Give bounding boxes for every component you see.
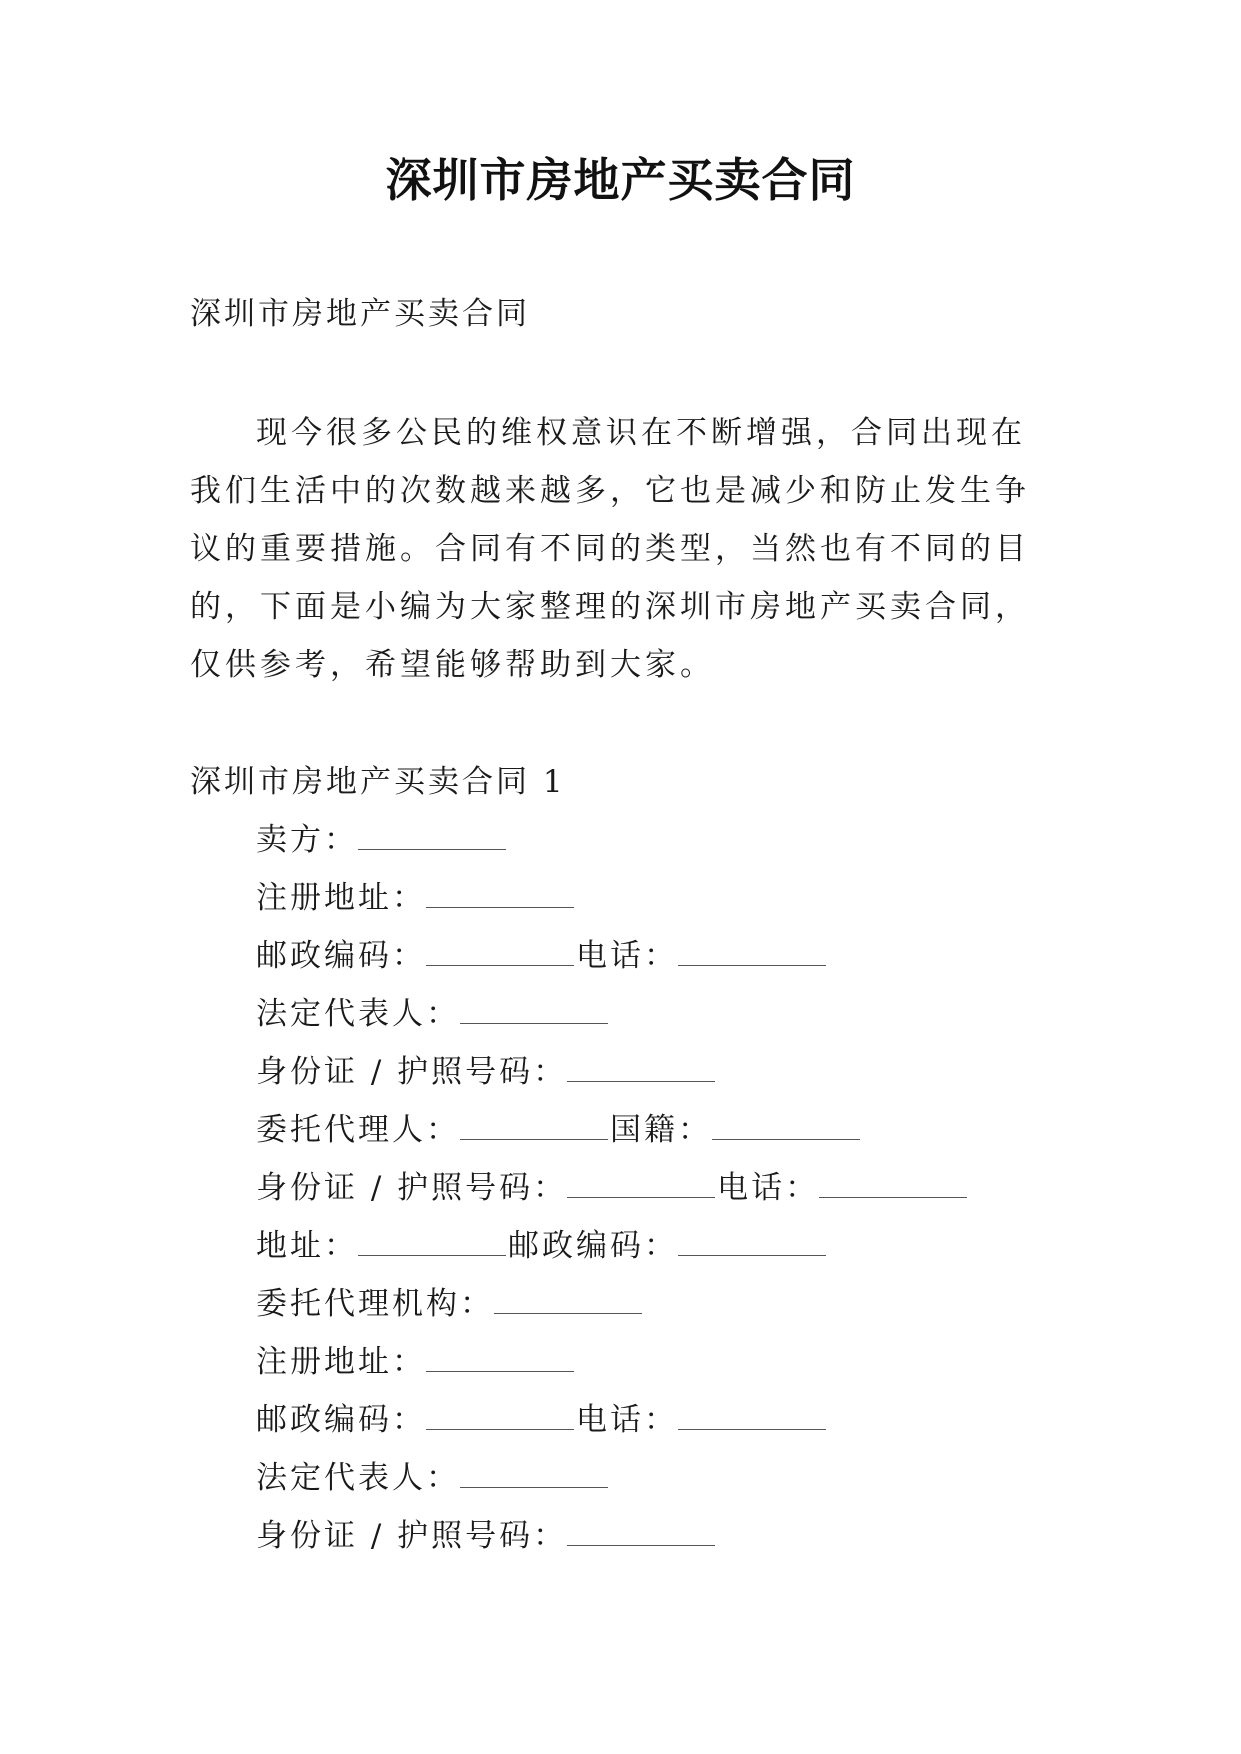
blank-line [460, 1457, 608, 1488]
blank-line [567, 1515, 715, 1546]
field-label-secondary: 电话： [576, 1402, 678, 1438]
blank-line [678, 935, 826, 966]
field-label: 身份证 / 护照号码： [256, 1170, 568, 1206]
field-row-agency-legal-representative [256, 1456, 1156, 1514]
blank-line [358, 819, 506, 850]
blank-line [567, 1167, 715, 1198]
blank-line [460, 1109, 608, 1140]
blank-line [567, 1051, 715, 1082]
field-row-agency [256, 1282, 1156, 1340]
field-row-id-passport-phone [256, 1166, 1156, 1224]
field-label-secondary: 国籍： [610, 1112, 712, 1148]
contract-fields [256, 818, 1156, 1572]
field-row-registered-address [256, 876, 1156, 934]
field-label: 委托代理人： [256, 1112, 460, 1148]
field-label: 法定代表人： [256, 1460, 460, 1496]
field-row-address-postcode [256, 1224, 1156, 1282]
field-row-agent-nationality [256, 1108, 1156, 1166]
blank-line [678, 1225, 826, 1256]
intro-paragraph: 现今很多公民的维权意识在不断增强，合同出现在我们生活中的次数越来越多，它也是减少和防止发生争议的重要措施。合同有不同的类型，当然也有不同的目的，下面是小编为大家整理的深圳市房地产买卖合同，仅供参考，希望能够帮助到大家。 [190, 415, 1030, 683]
blank-line [426, 1399, 574, 1430]
blank-line [678, 1399, 826, 1430]
field-label-secondary: 电话： [717, 1170, 820, 1206]
field-row-seller [256, 818, 1156, 876]
document-title: 深圳市房地产买卖合同 [385, 153, 856, 207]
blank-line [358, 1225, 506, 1256]
field-label: 邮政编码： [256, 1402, 426, 1438]
blank-line [426, 1341, 574, 1372]
field-label: 邮政编码： [256, 938, 426, 974]
field-label: 身份证 / 护照号码： [256, 1518, 568, 1554]
field-label: 法定代表人： [256, 996, 460, 1032]
field-label: 地址： [256, 1228, 358, 1264]
blank-line [712, 1109, 860, 1140]
field-row-agency-registered-address [256, 1340, 1156, 1398]
blank-line [460, 993, 608, 1024]
section-heading: 深圳市房地产买卖合同 1 [190, 764, 566, 800]
field-label: 身份证 / 护照号码： [256, 1054, 568, 1090]
field-row-id-passport [256, 1050, 1156, 1108]
field-row-agency-id-passport [256, 1514, 1156, 1572]
blank-line [819, 1167, 967, 1198]
blank-line [426, 877, 574, 908]
field-label-secondary: 电话： [576, 938, 678, 974]
field-row-agency-postcode-phone [256, 1398, 1156, 1456]
blank-line [494, 1283, 642, 1314]
document-subtitle: 深圳市房地产买卖合同 [190, 296, 530, 332]
field-label: 注册地址： [256, 1344, 426, 1380]
field-row-postcode-phone [256, 934, 1156, 992]
field-label: 卖方： [256, 822, 358, 858]
field-label: 注册地址： [256, 880, 426, 916]
blank-line [426, 935, 574, 966]
field-label-secondary: 邮政编码： [508, 1228, 678, 1264]
field-label: 委托代理机构： [256, 1286, 494, 1322]
field-row-legal-representative [256, 992, 1156, 1050]
